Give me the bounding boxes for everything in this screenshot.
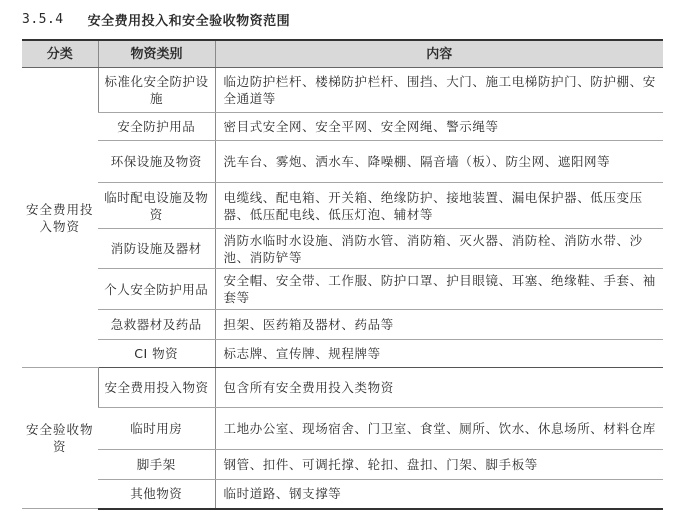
material-type-cell: 标准化安全防护设施	[98, 68, 215, 113]
material-type-cell: 临时配电设施及物资	[98, 183, 215, 229]
section-number: 3.5.4	[22, 11, 64, 27]
content-cell: 安全帽、安全带、工作服、防护口罩、护目眼镜、耳塞、绝缘鞋、手套、袖套等	[215, 269, 663, 310]
material-type-cell: 临时用房	[98, 408, 215, 450]
table-row	[22, 68, 663, 113]
material-type-cell: 脚手架	[98, 450, 215, 480]
header-row	[22, 40, 663, 68]
header-category: 分类	[22, 40, 98, 68]
content-cell: 临时道路、钢支撑等	[215, 480, 663, 509]
content-cell: 电缆线、配电箱、开关箱、绝缘防护、接地装置、漏电保护器、低压变压器、低压配电线、低压灯泡、辅材等	[215, 183, 663, 229]
category-cell: 安全费用投入物资	[22, 68, 98, 368]
table-row	[22, 113, 663, 141]
content-cell: 包含所有安全费用投入类物资	[215, 368, 663, 408]
content-cell: 临边防护栏杆、楼梯防护栏杆、围挡、大门、施工电梯防护门、防护棚、安全通道等	[215, 68, 663, 113]
content-cell: 消防水临时水设施、消防水管、消防箱、灭火器、消防栓、消防水带、沙池、消防铲等	[215, 229, 663, 269]
table-row	[22, 310, 663, 340]
material-type-cell: 安全费用投入物资	[98, 368, 215, 408]
table-row	[22, 450, 663, 480]
material-type-cell: 急救器材及药品	[98, 310, 215, 340]
table-row	[22, 408, 663, 450]
material-type-cell: 消防设施及器材	[98, 229, 215, 269]
materials-table	[22, 39, 663, 510]
table-row	[22, 229, 663, 269]
header-material-type: 物资类别	[98, 40, 215, 68]
table-row	[22, 183, 663, 229]
material-type-cell: 环保设施及物资	[98, 141, 215, 183]
table-row	[22, 368, 663, 408]
content-cell: 钢管、扣件、可调托撑、轮扣、盘扣、门架、脚手板等	[215, 450, 663, 480]
table-row	[22, 340, 663, 368]
section-heading	[22, 9, 290, 29]
section-title: 安全费用投入和安全验收物资范围	[87, 13, 291, 29]
content-cell: 工地办公室、现场宿舍、门卫室、食堂、厕所、饮水、休息场所、材料仓库	[215, 408, 663, 450]
material-type-cell: 安全防护用品	[98, 113, 215, 141]
content-cell: 担架、医药箱及器材、药品等	[215, 310, 663, 340]
header-content: 内容	[215, 40, 663, 68]
category-cell: 安全验收物资	[22, 368, 98, 509]
content-cell: 洗车台、雾炮、洒水车、降噪棚、隔音墙（板）、防尘网、遮阳网等	[215, 141, 663, 183]
content-cell: 标志牌、宣传牌、规程牌等	[215, 340, 663, 368]
table-row	[22, 480, 663, 509]
table-row	[22, 269, 663, 310]
material-type-cell: 其他物资	[98, 480, 215, 509]
material-type-cell: CI 物资	[98, 340, 215, 368]
content-cell: 密目式安全网、安全平网、安全网绳、警示绳等	[215, 113, 663, 141]
table-row	[22, 141, 663, 183]
material-type-cell: 个人安全防护用品	[98, 269, 215, 310]
